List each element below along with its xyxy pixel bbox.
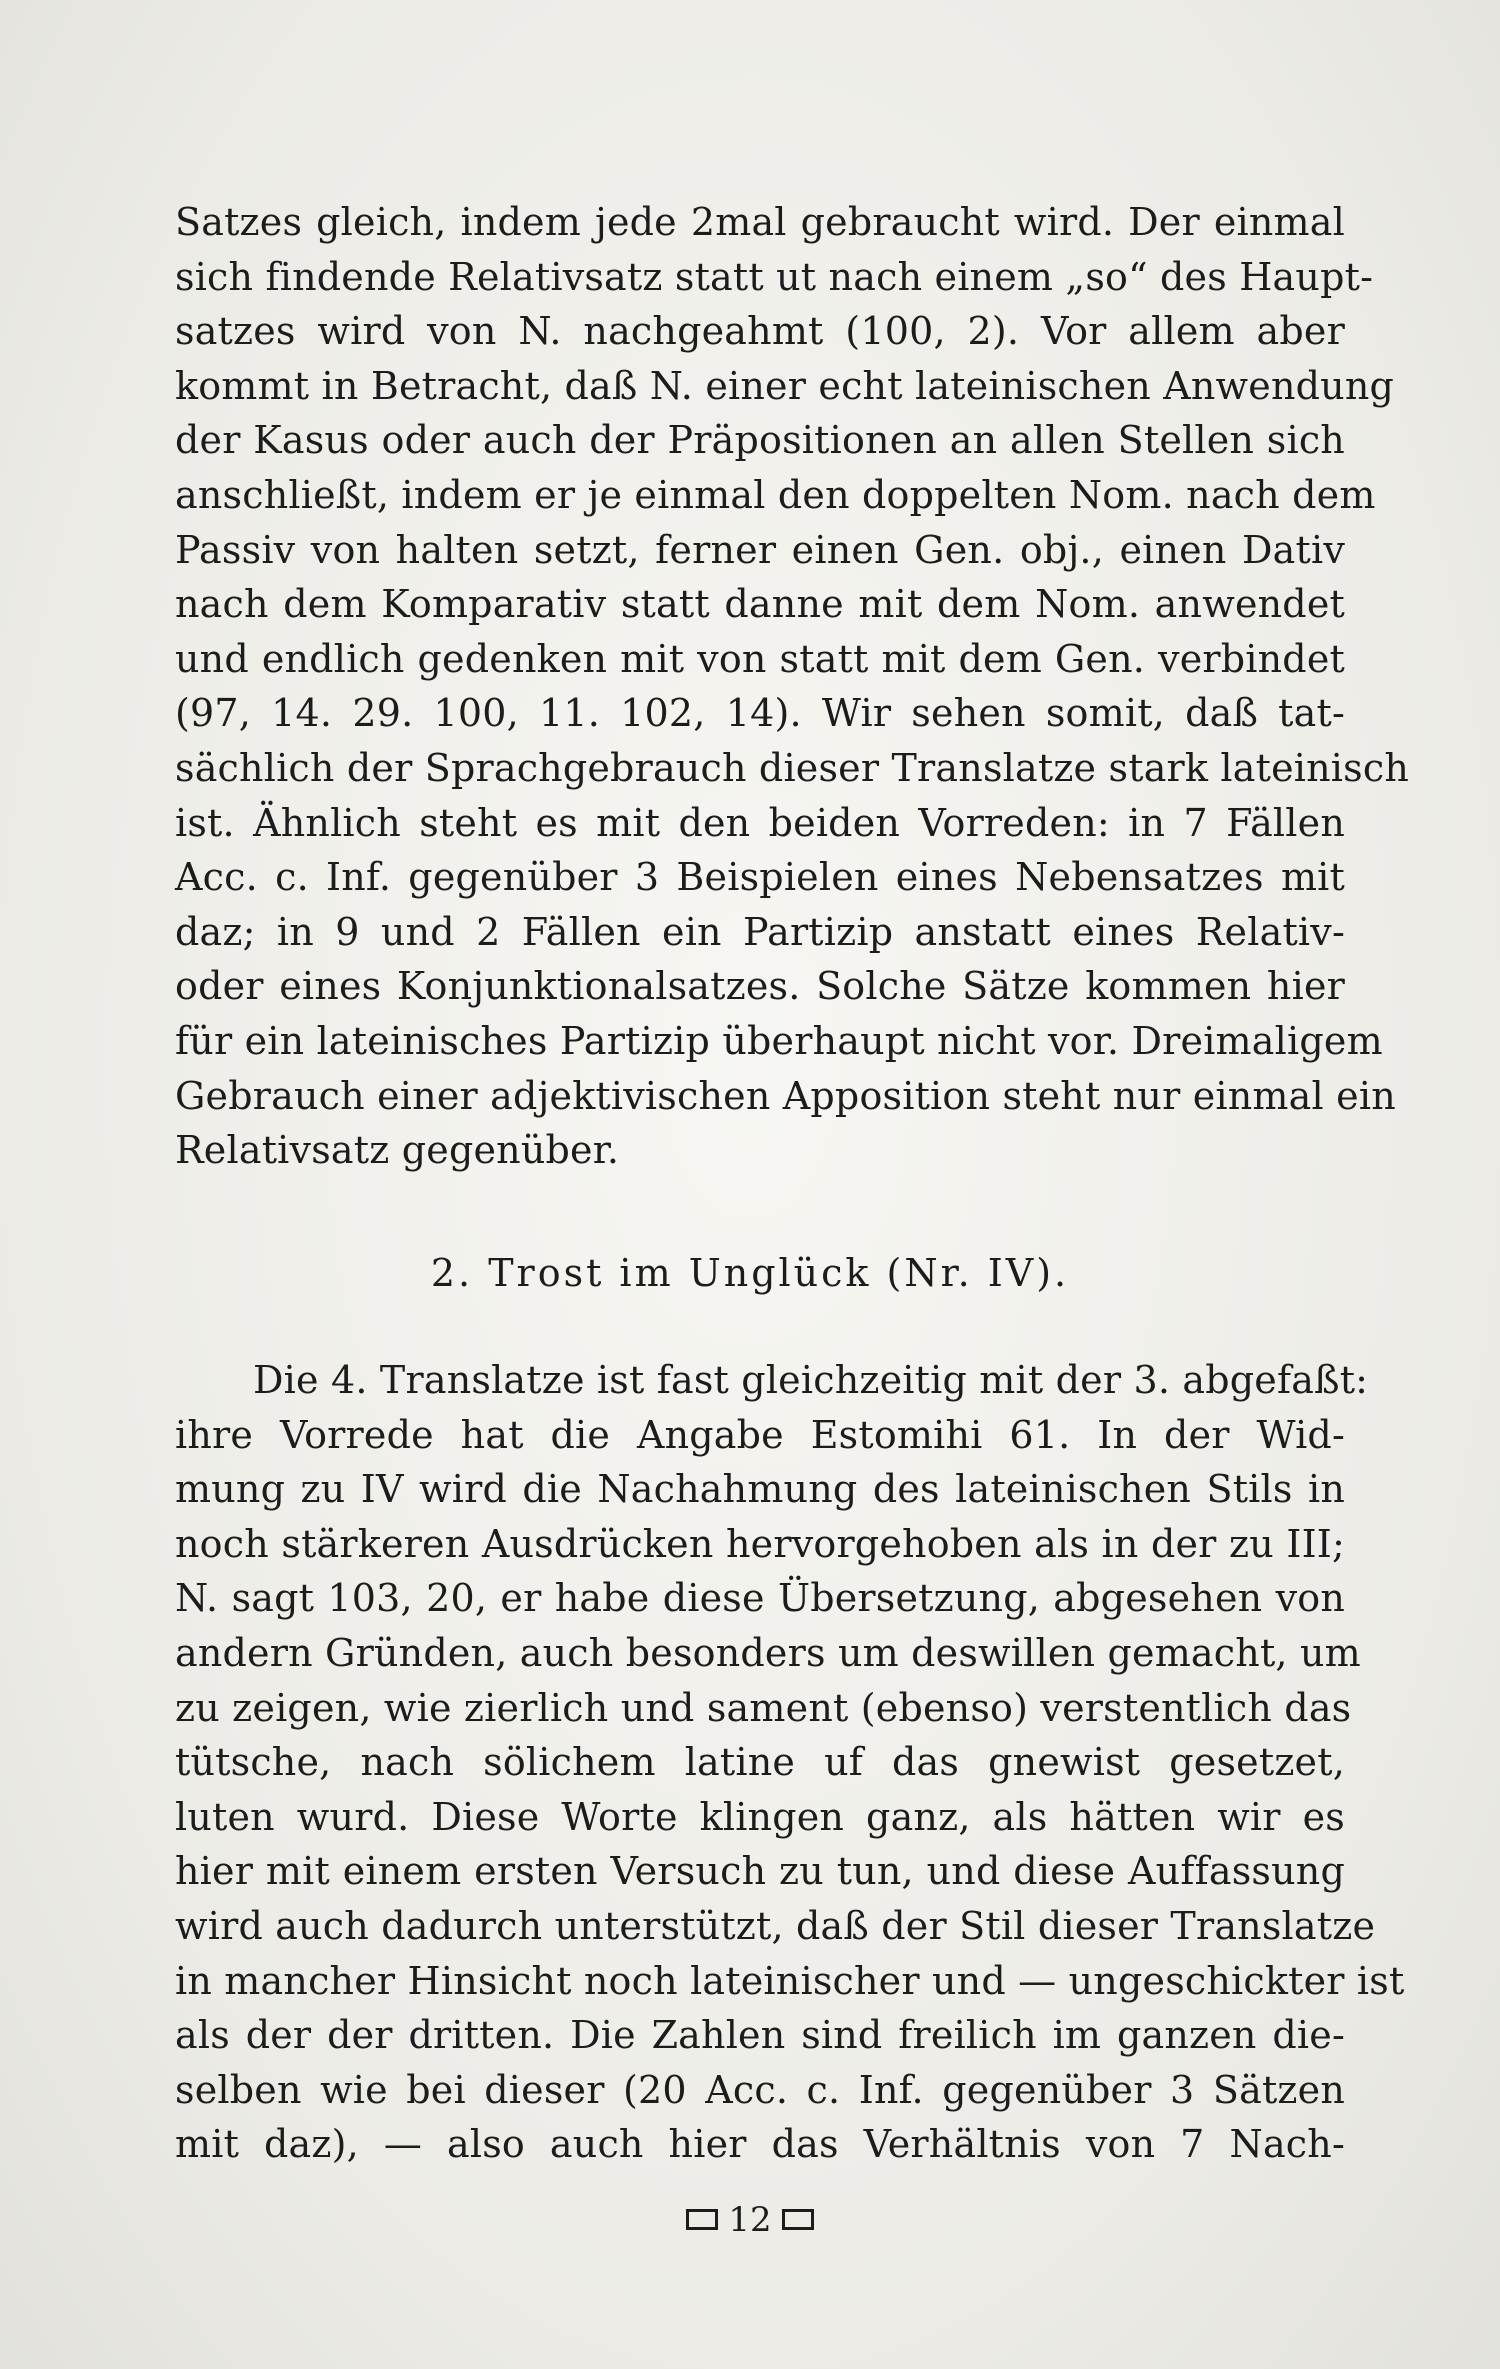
text-line: in mancher Hinsicht noch lateinischer und — ungeschickter ist bbox=[175, 1958, 1405, 2003]
text-line: der Kasus oder auch der Präpositionen an allen Stellen sich bbox=[175, 418, 1345, 463]
ornament-right-icon bbox=[782, 2209, 814, 2230]
text-line: sich findende Relativsatz statt ut nach einem „so“ des Haupt- bbox=[175, 254, 1374, 299]
text-line: hier mit einem ersten Versuch zu tun, und diese Auffassung bbox=[175, 1849, 1345, 1894]
text-line: zu zeigen, wie zierlich und sament (ebenso) verstentlich das bbox=[175, 1685, 1352, 1730]
page-footer bbox=[0, 2195, 1500, 2245]
text-line: Acc. c. Inf. gegenüber 3 Beispielen eines Nebensatzes mit bbox=[175, 855, 1345, 900]
text-line: Gebrauch einer adjektivischen Apposition steht nur einmal ein bbox=[175, 1073, 1396, 1118]
text-line: andern Gründen, auch besonders um deswillen gemacht, um bbox=[175, 1630, 1361, 1675]
text-line: und endlich gedenken mit von statt mit dem Gen. verbindet bbox=[175, 636, 1345, 681]
section-heading: 2. Trost im Unglück (Nr. IV). bbox=[430, 1251, 1070, 1295]
text-line: ihre Vorrede hat die Angabe Estomihi 61. In der Wid- bbox=[175, 1412, 1345, 1457]
page-number: 12 bbox=[728, 2200, 772, 2240]
text-line: Relativsatz gegenüber. bbox=[175, 1128, 620, 1173]
text-line: noch stärkeren Ausdrücken hervorgehoben als in der zu III; bbox=[175, 1521, 1345, 1566]
text-line: selben wie bei dieser (20 Acc. c. Inf. gegenüber 3 Sätzen bbox=[175, 2067, 1345, 2112]
text-line: (97, 14. 29. 100, 11. 102, 14). Wir sehen somit, daß tat- bbox=[175, 691, 1345, 736]
text-line: für ein lateinisches Partizip überhaupt nicht vor. Dreimaligem bbox=[175, 1018, 1383, 1063]
paragraph-2 bbox=[175, 1353, 1405, 2172]
ornament-left-icon bbox=[686, 2209, 718, 2230]
text-line: sächlich der Sprachgebrauch dieser Translatze stark lateinisch bbox=[175, 745, 1410, 790]
text-line: anschließt, indem er je einmal den doppelten Nom. nach dem bbox=[175, 472, 1376, 517]
text-line: N. sagt 103, 20, er habe diese Übersetzung, abgesehen von bbox=[175, 1576, 1345, 1621]
text-line: wird auch dadurch unterstützt, daß der Stil dieser Translatze bbox=[175, 1903, 1376, 1948]
text-line: mung zu IV wird die Nachahmung des lateinischen Stils in bbox=[175, 1467, 1345, 1512]
text-line: als der der dritten. Die Zahlen sind freilich im ganzen die- bbox=[175, 2013, 1345, 2058]
text-line: nach dem Komparativ statt danne mit dem Nom. anwendet bbox=[175, 582, 1345, 627]
text-line: mit daz), — also auch hier das Verhältnis von 7 Nach- bbox=[175, 2122, 1345, 2167]
text-line: Passiv von halten setzt, ferner einen Gen. obj., einen Dativ bbox=[175, 527, 1345, 572]
text-line: Satzes gleich, indem jede 2mal gebraucht wird. Der einmal bbox=[175, 200, 1345, 244]
text-line: Die 4. Translatze ist fast gleichzeitig mit der 3. abgefaßt: bbox=[253, 1358, 1369, 1402]
text-line: ist. Ähnlich steht es mit den beiden Vorreden: in 7 Fällen bbox=[175, 800, 1345, 845]
text-line: kommt in Betracht, daß N. einer echt lateinischen Anwendung bbox=[175, 363, 1395, 408]
text-line: oder eines Konjunktionalsatzes. Solche Sätze kommen hier bbox=[175, 964, 1345, 1009]
text-line: satzes wird von N. nachgeahmt (100, 2). Vor allem aber bbox=[175, 309, 1345, 354]
text-line: tütsche, nach sölichem latine uf das gnewist gesetzet, bbox=[175, 1740, 1345, 1785]
text-line: daz; in 9 und 2 Fällen ein Partizip anstatt eines Relativ- bbox=[175, 909, 1345, 954]
text-line: luten wurd. Diese Worte klingen ganz, als hätten wir es bbox=[175, 1794, 1345, 1839]
paragraph-1 bbox=[175, 195, 1410, 1178]
